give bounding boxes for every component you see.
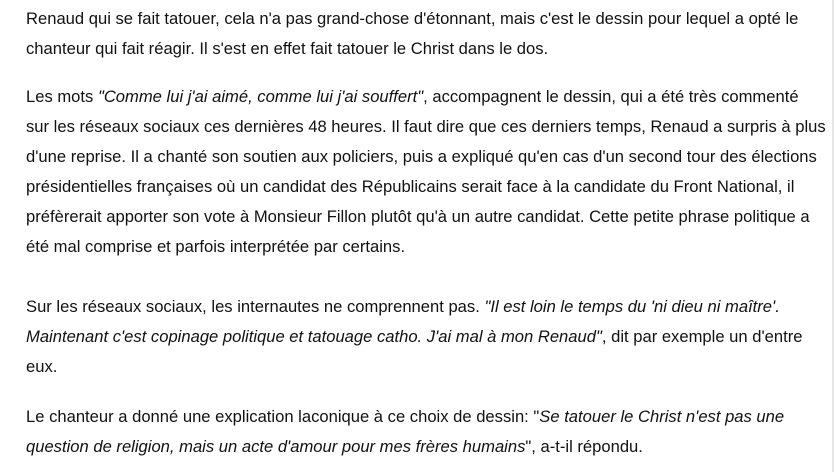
paragraph-4 — [26, 402, 826, 462]
paragraph-2-quote: "Comme lui j'ai aimé, comme lui j'ai souffert" — [97, 87, 424, 106]
paragraph-1 — [26, 4, 826, 64]
paragraph-1-text: Renaud qui se fait tatouer, cela n'a pas grand-chose d'étonnant, mais c'est le dessin pour lequel a opté le chanteur qui fait réagir. Il s'est en effet fait tatouer le Christ dans le dos. — [26, 9, 799, 58]
paragraph-2-lead: Les mots — [26, 87, 98, 106]
paragraph-3-quote: "Il est loin le temps du 'ni dieu ni maître'. Maintenant c'est copinage politique et tatouage catho. J'ai mal à mon Renaud" — [26, 297, 780, 346]
paragraph-3-rest: , dit par exemple un d'entre eux. — [26, 327, 803, 376]
paragraph-4-rest: ", a-t-il répondu. — [525, 437, 643, 456]
article-body — [26, 4, 826, 462]
paragraph-3 — [26, 292, 826, 382]
paragraph-4-lead: Le chanteur a donné une explication laconique à ce choix de dessin: " — [26, 407, 540, 426]
paragraph-2 — [26, 82, 826, 262]
paragraph-3-lead: Sur les réseaux sociaux, les internautes ne comprennent pas. — [26, 297, 485, 316]
paragraph-2-rest: , accompagnent le dessin, qui a été très commenté sur les réseaux sociaux ces dernières 48 heures. Il faut dire que ces derniers temps, Renaud a surpris à plus d'une reprise. Il a chanté son soutien aux policiers, puis a expliqué qu'en cas d'un second tour des élections présidentielles françaises où un candidat des Républicains serait face à la candidate du Front National, il préfèrerait apporter son vote à Monsieur Fillon plutôt qu'à un autre candidat. Cette petite phrase politique a été mal comprise et parfois interprétée par certains. — [26, 87, 826, 256]
paragraph-4-quote: Se tatouer le Christ n'est pas une question de religion, mais un acte d'amour pour mes frères humains — [26, 407, 785, 456]
